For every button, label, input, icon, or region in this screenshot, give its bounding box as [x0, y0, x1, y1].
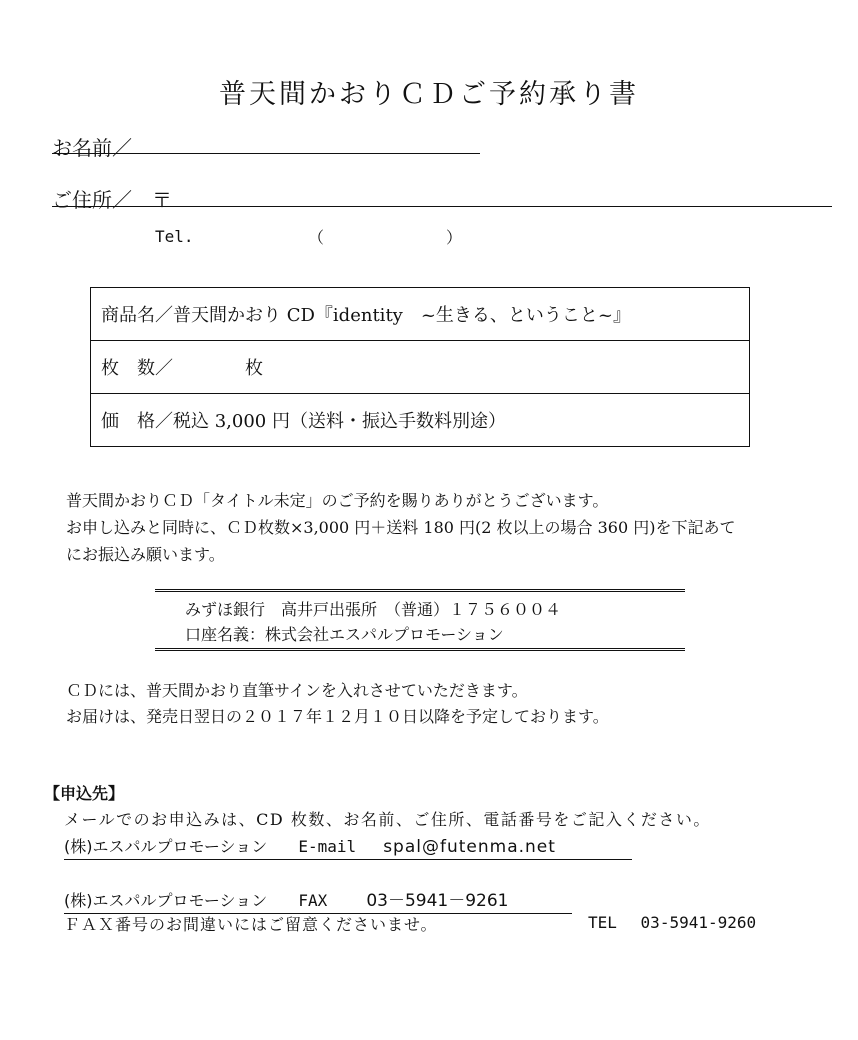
- note-line-1: ＣＤには、普天間かおり直筆サインを入れさせていただきます。: [66, 681, 528, 700]
- bank-line-1: みずほ銀行 高井戸出張所 （普通）１７５６００４: [185, 600, 562, 619]
- tel-label: Tel.: [155, 227, 194, 246]
- tel-contact-number: 03-5941-9260: [640, 913, 757, 932]
- address-field[interactable]: [52, 206, 832, 207]
- tel-open-paren: （: [308, 228, 325, 247]
- tel-contact-label: TEL: [588, 913, 617, 932]
- name-label: お名前／: [52, 136, 132, 160]
- fax-note: ＦＡＸ番号のお間違いにはご留意くださいませ。: [64, 915, 438, 934]
- quantity-cell[interactable]: 枚 数／ 枚: [91, 341, 750, 394]
- note-line-2: お届けは、発売日翌日の２０１７年１２月１０日以降を予定しております。: [66, 707, 609, 726]
- mail-instruction: メールでのお申込みは、CD 枚数、お名前、ご住所、電話番号をご記入ください。: [64, 810, 711, 829]
- tel-contact: [588, 913, 756, 932]
- intro-line-2: お申し込みと同時に、ＣＤ枚数×3,000 円＋送料 180 円(2 枚以上の場合 360 円)を下記あて: [66, 518, 736, 537]
- product-name-cell: 商品名／普天間かおり CD『identity ~生きる、ということ~』: [91, 288, 750, 341]
- intro-line-3: にお振込み願います。: [66, 545, 225, 564]
- bank-line-2: 口座名義：株式会社エスパルプロモーション: [185, 625, 504, 644]
- product-table: [90, 287, 750, 447]
- fax-company: (株)エスパルプロモーション: [64, 891, 268, 910]
- table-row: [91, 394, 750, 447]
- email-label: E-mail: [298, 837, 357, 856]
- table-row: [91, 288, 750, 341]
- address-label: ご住所／: [52, 188, 132, 212]
- table-row: [91, 341, 750, 394]
- price-cell: 価 格／税込 3,000 円（送料・振込手数料別途）: [91, 394, 750, 447]
- fax-label: FAX: [298, 891, 328, 910]
- email-contact-line: [64, 834, 632, 860]
- fax-number: 03－5941－9261: [366, 891, 509, 911]
- email-address-link[interactable]: spal@futenma.net: [383, 837, 556, 857]
- email-company: (株)エスパルプロモーション: [64, 837, 268, 856]
- intro-line-1: 普天間かおりＣＤ「タイトル未定」のご予約を賜りありがとうございます。: [66, 491, 609, 510]
- name-field[interactable]: [52, 153, 480, 154]
- fax-contact-line: [64, 886, 572, 914]
- postal-mark: 〒: [152, 188, 172, 212]
- page-title: 普天間かおりＣＤご予約承り書: [219, 79, 639, 110]
- tel-close-paren: ）: [446, 228, 463, 247]
- contact-heading: 【申込先】: [44, 784, 125, 803]
